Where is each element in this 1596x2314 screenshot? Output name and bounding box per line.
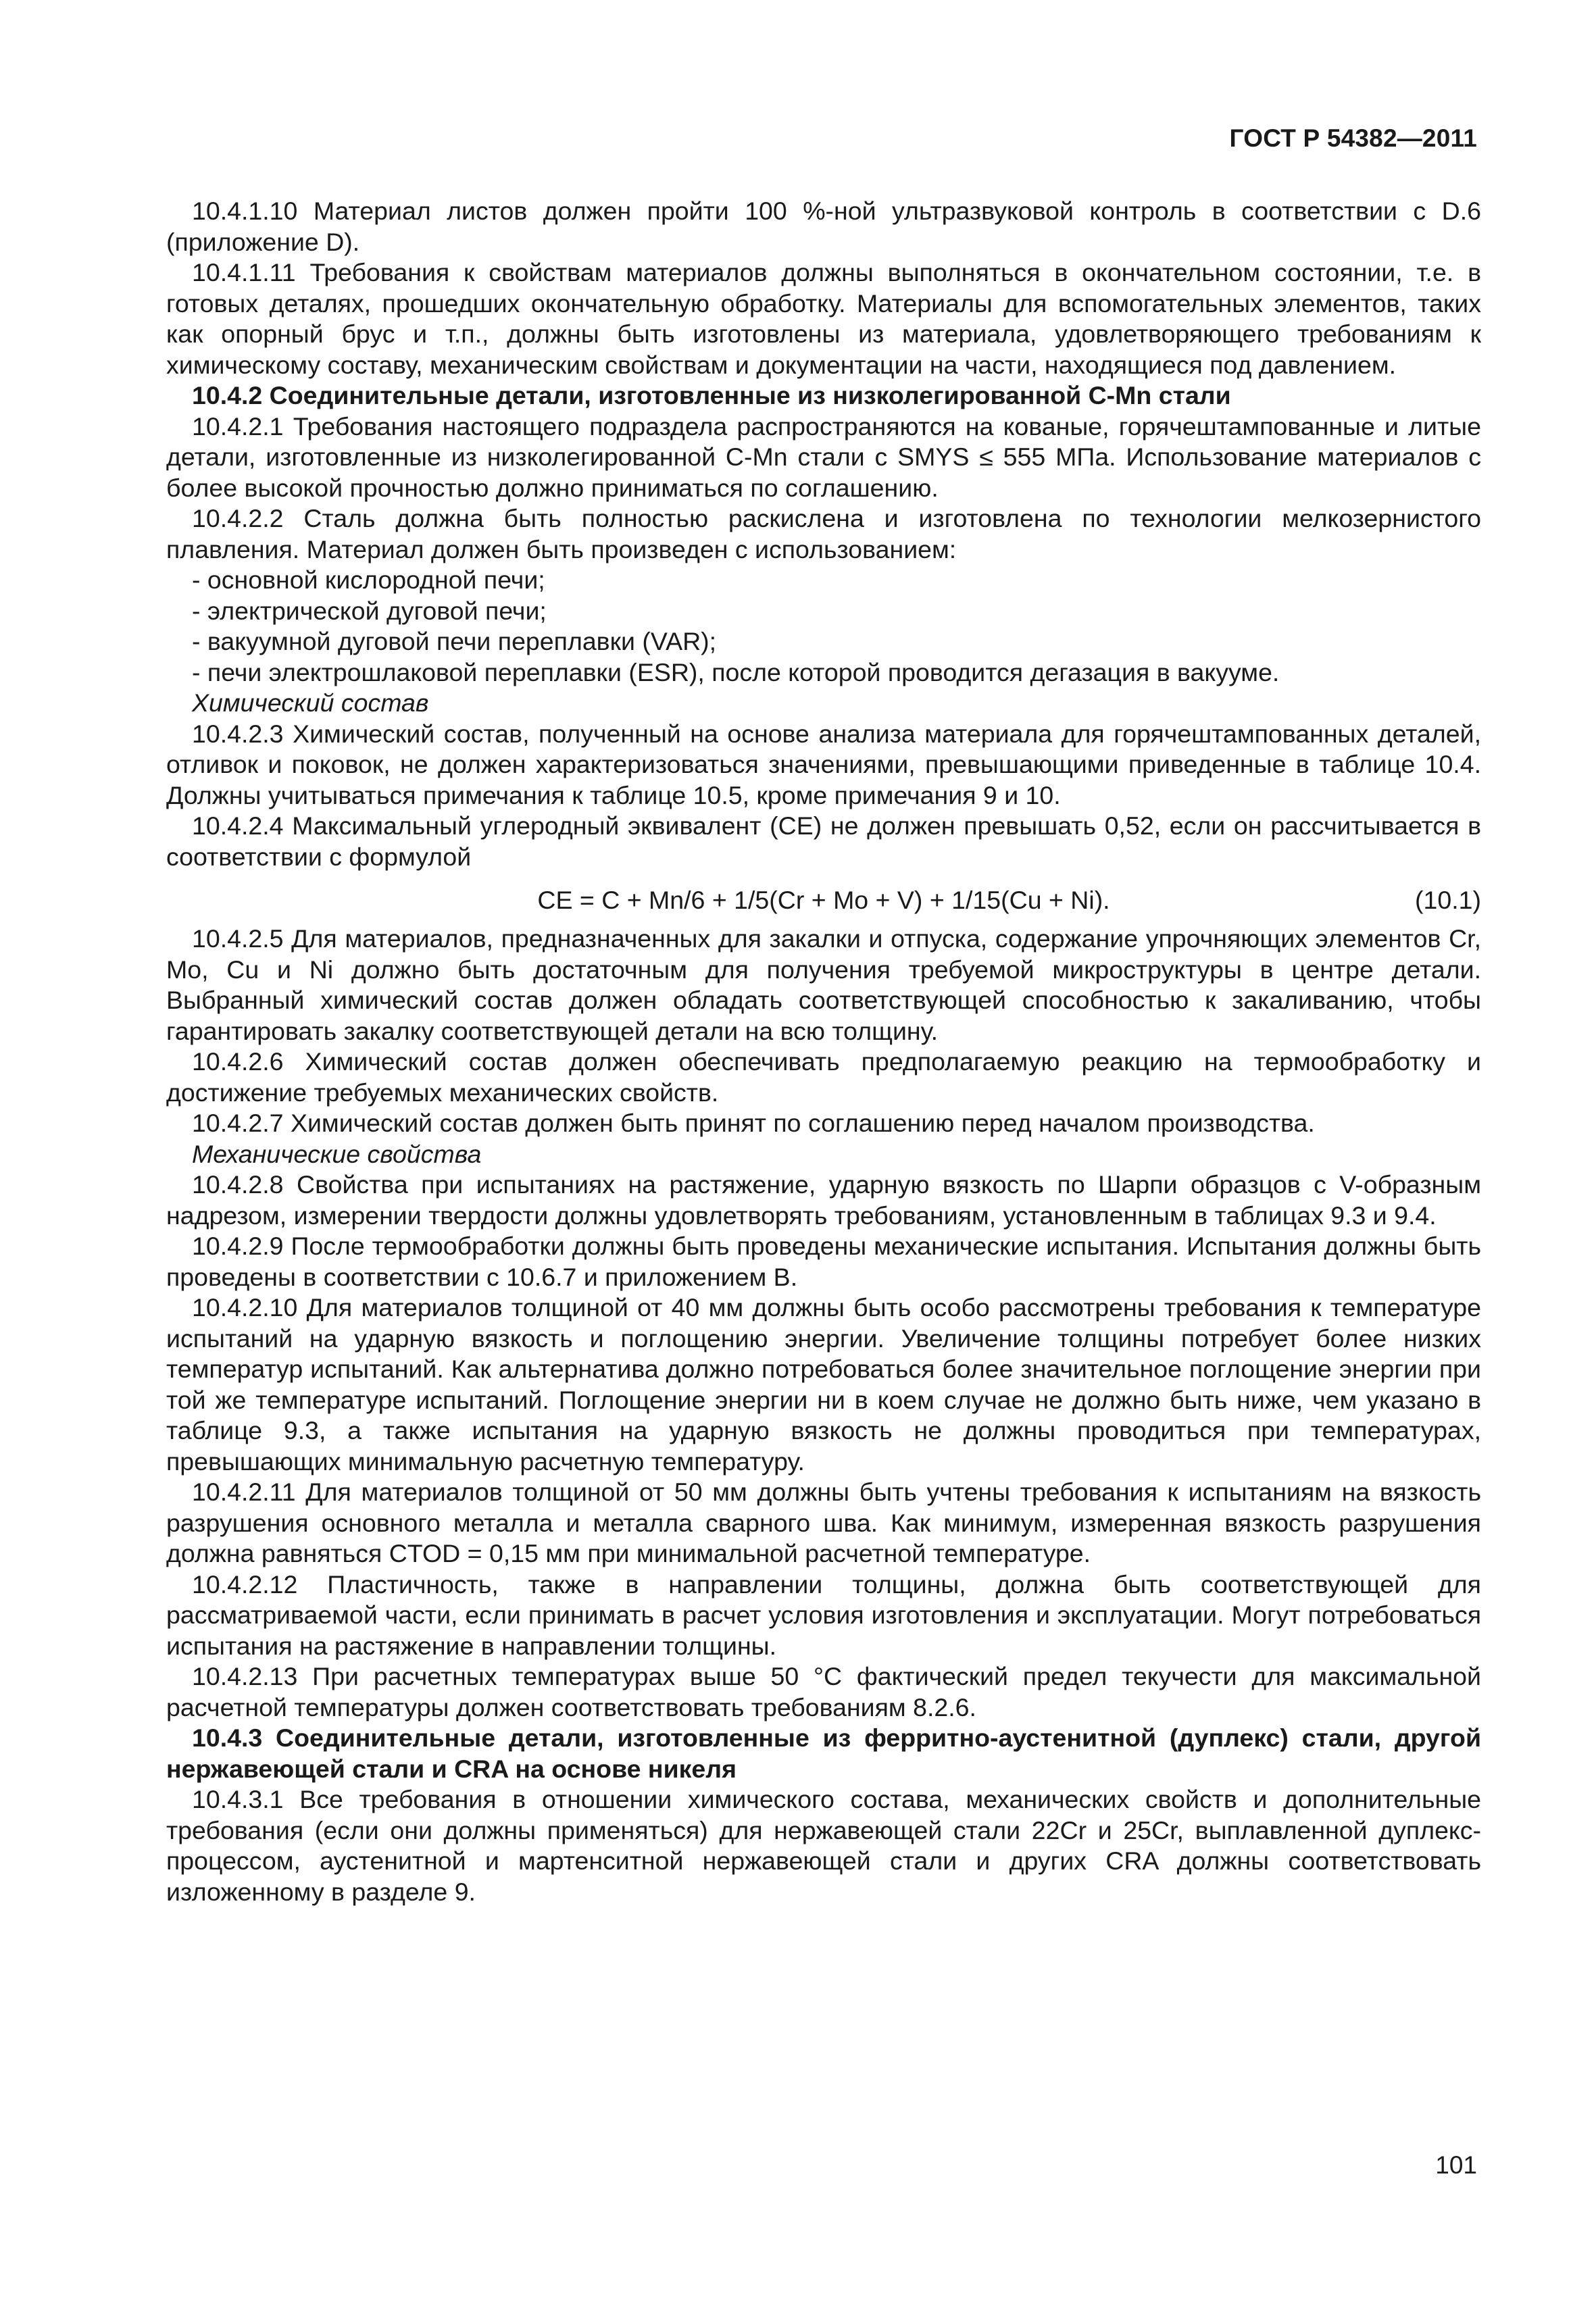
list-item: - печи электрошлаковой переплавки (ESR), после которой проводится дегазация в вакууме. xyxy=(192,657,1280,686)
list-item: - вакуумной дуговой печи переплавки (VAR); xyxy=(192,627,717,655)
document-body xyxy=(166,196,1481,1907)
formula-10-1 xyxy=(166,878,1481,922)
paragraph: 10.4.2.2 Сталь должна быть полностью раскислена и изготовлена по технологии мелкозернистого плавления. Материал должен быть произведен с использованием: xyxy=(166,504,1481,563)
section-heading: 10.4.3 Соединительные детали, изготовленные из ферритно-аустенитной (дуплекс) стали, другой нержавеющей стали и CRA на основе никеля xyxy=(166,1724,1481,1783)
list-item: - электрической дуговой печи; xyxy=(192,596,547,625)
paragraph: 10.4.2.8 Свойства при испытаниях на растяжение, ударную вязкость по Шарпи образцов с V-образным надрезом, измерении твердости должны удовлетворять требованиям, установленным в таблицах 9.3 и 9.4. xyxy=(166,1170,1481,1230)
paragraph: 10.4.1.10 Материал листов должен пройти 100 %-ной ультразвуковой контроль в соответствии с D.6 (приложение D). xyxy=(166,197,1481,256)
paragraph: 10.4.2.6 Химический состав должен обеспечивать предполагаемую реакцию на термообработку и достижение требуемых механических свойств. xyxy=(166,1047,1481,1107)
paragraph: 10.4.2.10 Для материалов толщиной от 40 мм должны быть особо рассмотрены требования к температуре испытаний на ударную вязкость и поглощению энергии. Увеличение толщины потребует более низких температур испытаний. Как альтернатива должно потребоваться более значительное поглощение энергии при той же температуре испытаний. Поглощение энергии ни в коем случае не должно быть ниже, чем указано в таблице 9.3, а также испытания на ударную вязкость не должны проводиться при температурах, превышающих минимальную расчетную температуру. xyxy=(166,1293,1481,1476)
list-item: - основной кислородной печи; xyxy=(192,565,545,594)
paragraph-group-2 xyxy=(166,924,1481,1907)
subsection-title: Химический состав xyxy=(192,688,429,717)
paragraph: 10.4.2.4 Максимальный углеродный эквивалент (СЕ) не должен превышать 0,52, если он рассчитывается в соответствии с формулой xyxy=(166,811,1481,871)
paragraph: 10.4.2.9 После термообработки должны быть проведены механические испытания. Испытания должны быть проведены в соответствии с 10.6.7 и приложением В. xyxy=(166,1232,1481,1291)
page-number: 101 xyxy=(1435,2151,1477,2179)
formula-expression: CE = C + Mn/6 + 1/5(Cr + Mo + V) + 1/15(Cu + Ni). xyxy=(537,886,1110,914)
section-heading: 10.4.2 Соединительные детали, изготовленные из низколегированной С-Mn стали xyxy=(192,381,1231,409)
paragraph: 10.4.2.12 Пластичность, также в направлении толщины, должна быть соответствующей для рассматриваемой части, если принимать в расчет условия изготовления и эксплуатации. Могут потребоваться испытания на растяжение в направлении толщины. xyxy=(166,1569,1481,1660)
formula-number: (10.1) xyxy=(1415,886,1481,914)
paragraph: 10.4.2.3 Химический состав, полученный на основе анализа материала для горячештампованных деталей, отливок и поковок, не должен характеризоваться значениями, превышающими приведенные в таблице 10.4. Должны учитываться примечания к таблице 10.5, кроме примечания 9 и 10. xyxy=(166,719,1481,809)
paragraph: 10.4.2.13 При расчетных температурах выше 50 °С фактический предел текучести для максимальной расчетной температуры должен соответствовать требованиям 8.2.6. xyxy=(166,1662,1481,1721)
paragraph: 10.4.1.11 Требования к свойствам материалов должны выполняться в окончательном состоянии, т.е. в готовых деталях, прошедших окончательную обработку. Материалы для вспомогательных элементов, таких как опорный брус и т.п., должны быть изготовлены из материала, удовлетворяющего требованиям к химическому составу, механическим свойствам и документации на части, находящиеся под давлением. xyxy=(166,258,1481,379)
subsection-title: Механические свойства xyxy=(192,1139,482,1168)
paragraph: 10.4.2.11 Для материалов толщиной от 50 мм должны быть учтены требования к испытаниям на вязкость разрушения основного металла и металла сварного шва. Как минимум, измеренная вязкость разрушения должна равняться CTOD = 0,15 мм при минимальной расчетной температуре. xyxy=(166,1478,1481,1567)
document-id: ГОСТ Р 54382—2011 xyxy=(1229,124,1477,152)
paragraph: 10.4.2.5 Для материалов, предназначенных для закалки и отпуска, содержание упрочняющих элементов Cr, Mo, Cu и Ni должно быть достаточным для получения требуемой микроструктуры в центре детали. Выбранный химический состав должен обладать соответствующей способностью к закаливанию, чтобы гарантировать закалку соответствующей детали на всю толщину. xyxy=(166,924,1481,1045)
paragraph: 10.4.2.1 Требования настоящего подраздела распространяются на кованые, горячештампованные и литые детали, изготовленные из низколегированной С-Mn стали с SMYS ≤ 555 МПа. Использование материалов с более высокой прочностью должно приниматься по соглашению. xyxy=(166,411,1481,502)
paragraph: 10.4.3.1 Все требования в отношении химического состава, механических свойств и дополнительные требования (если они должны применяться) для нержавеющей стали 22Cr и 25Cr, выплавленной дуплекс-процессом, аустенитной и мартенситной нержавеющей стали и других CRA должны соответствовать изложенному в разделе 9. xyxy=(166,1785,1481,1906)
paragraph-group-1 xyxy=(166,196,1481,872)
paragraph: 10.4.2.7 Химический состав должен быть принят по соглашению перед началом производства. xyxy=(192,1109,1315,1137)
